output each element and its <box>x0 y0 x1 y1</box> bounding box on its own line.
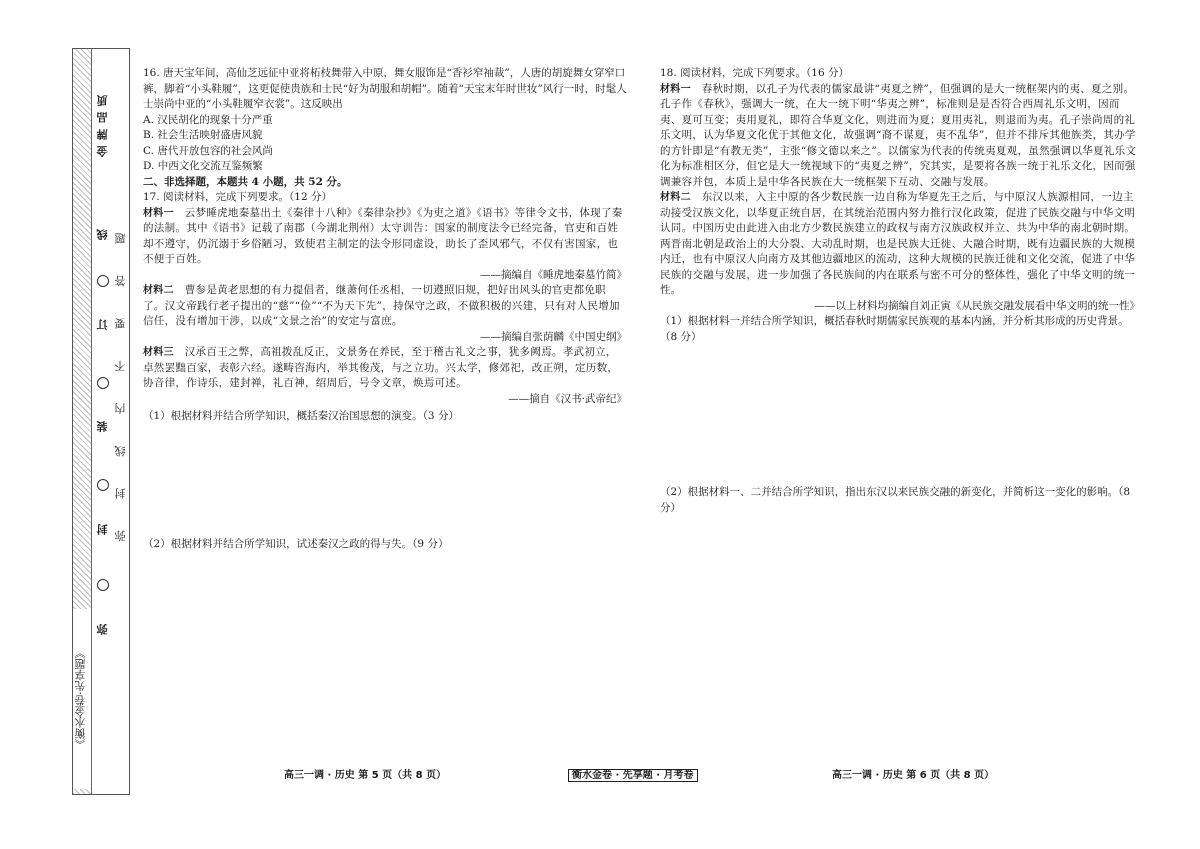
q16-stem: 16. 唐天宝年间，高仙芝远征中亚将柘枝舞带入中原，舞女服饰是“香衫窄袖裁”，人唐的胡旋舞女穿窄口裤，脚着“小头鞋履”，这更促使贵族和士民“好为胡服和胡帽”。随着“天宝末年时世妆”风行一时，时髦人士崇尚中亚的“小头鞋履窄衣裳”。这反映出 <box>143 67 627 110</box>
q17-stem: 17. 阅读材料，完成下列要求。（12 分） <box>143 191 332 203</box>
ring-icon <box>97 377 109 389</box>
footer-page-6: 高三一调 · 历史 第 6 页（共 8 页） <box>832 770 995 781</box>
material-label: 材料一 <box>143 207 174 219</box>
left-column <box>143 66 627 552</box>
q16-option-b: B. 社会生活映射盛唐风貌 <box>143 129 263 141</box>
q18-source: ——以上材料均摘编自刘正寅《从民族交融发展看中华文明的统一性》 <box>814 299 1140 312</box>
material-label: 材料二 <box>143 285 174 296</box>
ring-icon <box>97 275 109 287</box>
q16-option-a: A. 汉民胡化的现象十分严重 <box>143 113 273 126</box>
answer-space <box>143 425 627 537</box>
q17-sub-question-2: （2）根据材料并结合所学知识，试述秦汉之政的得与失。（9 分） <box>143 537 449 550</box>
material-text: 春秋时期，以孔子为代表的儒家最讲“夷夏之辨”，但强调的是大一统框架内的夷、夏之别。孔子作《春秋》，强调大一统，在大一统下明“华夷之辨”，标准则是是否符合西周礼乐文明，因而夷、夏可互变；夷用夏礼，即符合华夏文化，则进而为夏；夏用夷礼，则退而为夷。孔子崇尚周的礼乐文明，认为华夏文化优于其他文化，故强调“裔不谋夏，夷不乱华”，但并不排斥其他族类，其办学的方针即是“有教无类”，主张“修文德以来之”。以儒家为代表的传统夷夏观，虽然强调以华夏礼乐文化为标准相区分，但它是大一统视域下的“夷夏之辨”，究其实，是要将各族一统于礼乐文化，因而强调兼容并包，本质上是中华各民族在大一统框架下互动、交融与发展。 <box>660 82 1137 188</box>
seal-char: 线 <box>96 229 109 240</box>
binding-margin <box>72 48 130 795</box>
material-label: 材料三 <box>143 347 174 358</box>
q17-source-1: ——摘编自《睡虎地秦墓竹简》 <box>480 268 627 281</box>
q17-sub-question-1: （1）根据材料并结合所学知识，概括秦汉治国思想的演变。（3 分） <box>143 410 459 422</box>
seal-char: 订 <box>96 319 109 330</box>
footer-center <box>568 766 698 781</box>
footer-page-5: 高三一调 · 历史 第 5 页（共 8 页） <box>284 770 447 781</box>
answer-space <box>660 345 1140 485</box>
q18-stem: 18. 阅读材料，完成下列要求。（16 分） <box>660 67 849 79</box>
material-text: 东汉以来，入主中原的各少数民族一边自称为华夏先王之后，与中原汉人族源相同，一边主动接受汉族文化，以华夏正统自居，在其统治范围内努力推行汉化政策，促进了民族交融与中华文明认同。中国历史由此进入由北方少数民族建立的政权与南方汉族政权并立、共为中华的南北朝时期。两晋南北朝是政治上的大分裂、大动乱时期，也是民族大迁徙、大融合时期，既有边疆民族的大规模内迁，也有中原汉人向南方及其他边疆地区的流动，这种大规模的民族迁徙和文化交流，促进了中华民族的交融与发展，进一步加强了各民族间的内在联系与密不可分的整体性，强化了中华文明的统一性。 <box>660 191 1136 296</box>
material-label: 材料二 <box>660 192 691 203</box>
inner-warning: 弥 封 线 内 不 要 答 题 <box>114 219 127 542</box>
q18-sub-question-2: （2）根据材料一、二并结合所学知识，指出东汉以来民族交融的新变化，并简析这一变化的影响。（8 分） <box>660 486 1131 514</box>
section-heading: 二、非选择题，本题共 4 小题，共 52 分。 <box>143 175 348 188</box>
material-label: 材料一 <box>660 83 691 95</box>
material-text: 云梦睡虎地秦墓出土《秦律十八种》《秦律杂抄》《为吏之道》《语书》等律令文书，体现了秦的法制。其中《语书》记载了南郡（今湖北荆州）太守训告：国家的制度法令已经完备，官吏和百姓却不遵守，仍沉溺于乡俗陋习，致使君主制定的法令形同虚设，助长了歪风邪气，不仅有害国家，也不便于百姓。 <box>143 206 623 265</box>
q16-option-c: C. 唐代开放包容的社会风尚 <box>143 144 273 157</box>
q18-sub-question-1: （1）根据材料一并结合所学知识，概括春秋时期儒家民族观的基本内涵，并分析其形成的历史背景。（8 分） <box>660 315 1129 343</box>
q17-material-3 <box>143 345 627 392</box>
ring-icon <box>97 579 109 591</box>
q18-material-1 <box>660 82 1140 191</box>
seal-char: 装 <box>96 421 109 432</box>
footer-badge: 衡水金卷 · 先享题 · 月考卷 <box>568 769 698 782</box>
q17-source-3: ——摘自《汉书·武帝纪》 <box>508 392 627 405</box>
q16-option-d: D. 中西文化交流互鉴频繁 <box>143 160 263 172</box>
quality-label: 金牌品质 <box>96 89 109 157</box>
seal-char: 弥 <box>96 624 109 635</box>
right-column <box>660 66 1140 516</box>
q17-source-2: ——摘编自张荫麟《中国史纲》 <box>480 330 627 343</box>
material-text: 汉承百王之弊，高祖拨乱反正，文景务在养民，至于稽古礼文之事，犹多阙焉。孝武初立，卓然罢黜百家，表彰六经。遂畴咨海内，举其俊茂，与之立功。兴太学，修郊祀，改正朔，定历数，协音律，作诗乐，建封禅，礼百神，绍周后，号令文章，焕焉可述。 <box>143 346 619 389</box>
q18-material-2 <box>660 190 1140 299</box>
q17-material-2 <box>143 283 627 330</box>
seal-char: 封 <box>96 524 109 535</box>
material-text: 曹参是黄老思想的有力提倡者，继萧何任丞相，一切遵照旧规，把好出风头的官吏都免职了。汉文帝践行老子提出的“慈”“俭”“不为天下先”，持保守之政，不做积极的兴建，只有对人民增加信任，没有增加干涉，以成“文景之治”的安定与富庶。 <box>143 284 620 327</box>
ring-icon <box>97 479 109 491</box>
q17-material-1 <box>143 206 627 268</box>
vertical-title: 《衡水金卷·先享题》 <box>73 609 91 789</box>
